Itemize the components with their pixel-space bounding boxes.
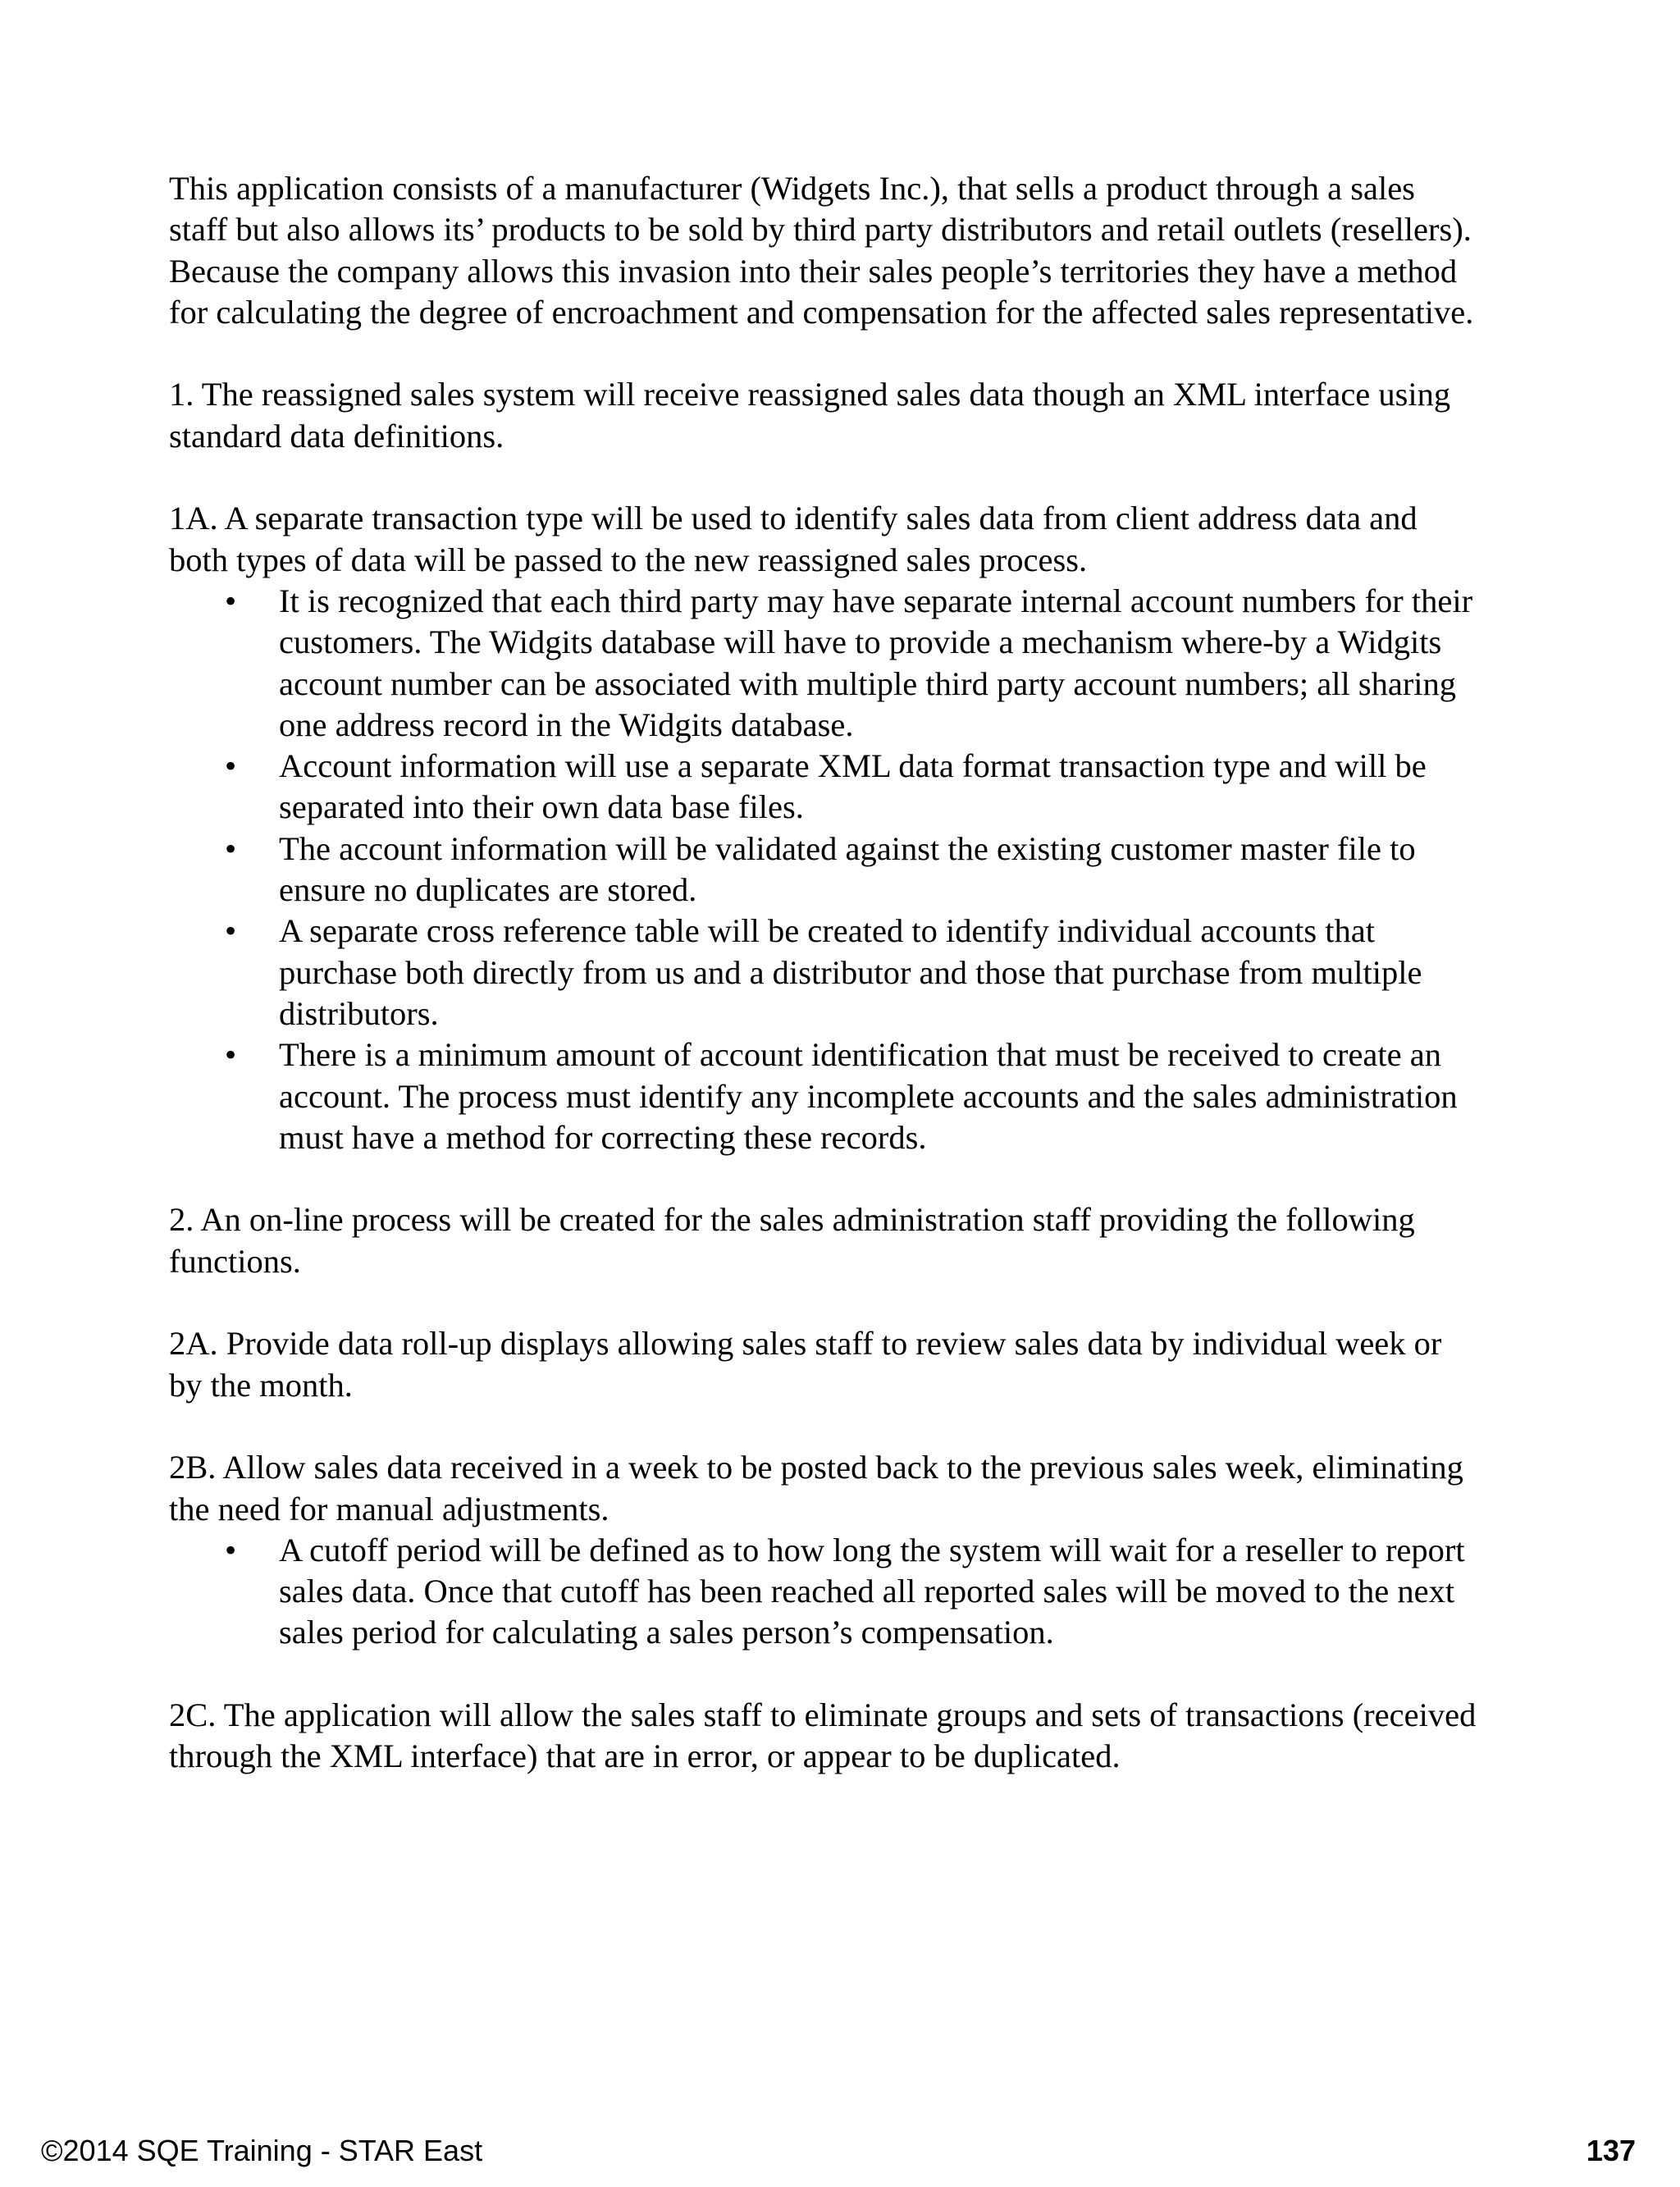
intro-paragraph: This application consists of a manufacturer (Widgets Inc.), that sells a product through a sales staff but also allows its’ products to be sold by third party distributors and retail outlets (resellers). Because the company allows this invasion into their sales people’s territories they have a method for calculating the degree of encroachment and compensation for the affected sales representative. [169, 170, 1474, 331]
bullet-icon: • [225, 829, 237, 867]
bullet-item [169, 1530, 1481, 1654]
bullet-text: The account information will be validated against the existing customer master file to ensure no duplicates are stored. [279, 829, 1416, 909]
bullet-item [169, 746, 1481, 829]
bullet-item [169, 1034, 1481, 1158]
bullet-text: There is a minimum amount of account identification that must be received to create an account. The process must identify any incomplete accounts and the sales administration must have a method for correcting these records. [279, 1036, 1458, 1156]
bullet-text: It is recognized that each third party may have separate internal account numbers for their customers. The Widgits database will have to provide a mechanism where-by a Widgits account number can be associated with multiple third party account numbers; all sharing one address record in the Widgits database. [279, 582, 1473, 743]
bullet-item [169, 581, 1481, 746]
bullet-icon: • [225, 912, 237, 950]
bullet-text: Account information will use a separate XML data format transaction type and will be separated into their own data base files. [279, 747, 1427, 826]
item-1a-bullet-list [169, 581, 1481, 1158]
bullet-text: A separate cross reference table will be created to identify individual accounts that purchase both directly from us and a distributor and those that purchase from multiple distributors. [279, 912, 1422, 1032]
bullet-icon: • [225, 1531, 237, 1568]
bullet-icon: • [225, 582, 237, 619]
bullet-icon: • [225, 1036, 237, 1074]
footer-copyright: ©2014 SQE Training - STAR East [41, 2134, 483, 2167]
bullet-text: A cutoff period will be defined as to how long the system will wait for a reseller to report sales data. Once that cutoff has been reached all reported sales will be moved to the next sales period for calculating a sales person’s compensation. [279, 1531, 1465, 1651]
bullet-icon: • [225, 747, 237, 785]
item-2-paragraph: 2. An on-line process will be created for the sales administration staff providing the following functions. [169, 1201, 1415, 1280]
item-2c-paragraph: 2C. The application will allow the sales staff to eliminate groups and sets of transactions (received through the XML interface) that are in error, or appear to be duplicated. [169, 1696, 1477, 1775]
document-body [169, 168, 1481, 1819]
item-2a-paragraph: 2A. Provide data roll-up displays allowing sales staff to review sales data by individual week or by the month. [169, 1325, 1442, 1404]
item-2b-paragraph: 2B. Allow sales data received in a week to be posted back to the previous sales week, eliminating the need for manual adjustments. [169, 1449, 1463, 1527]
item-1a-paragraph: 1A. A separate transaction type will be used to identify sales data from client address data and both types of data will be passed to the new reassigned sales process. [169, 500, 1418, 578]
page-number: 137 [1586, 2134, 1636, 2167]
item-2b-bullet-list [169, 1530, 1481, 1654]
bullet-item [169, 829, 1481, 911]
bullet-item [169, 911, 1481, 1034]
item-1-paragraph: 1. The reassigned sales system will receive reassigned sales data though an XML interface using standard data definitions. [169, 376, 1451, 454]
